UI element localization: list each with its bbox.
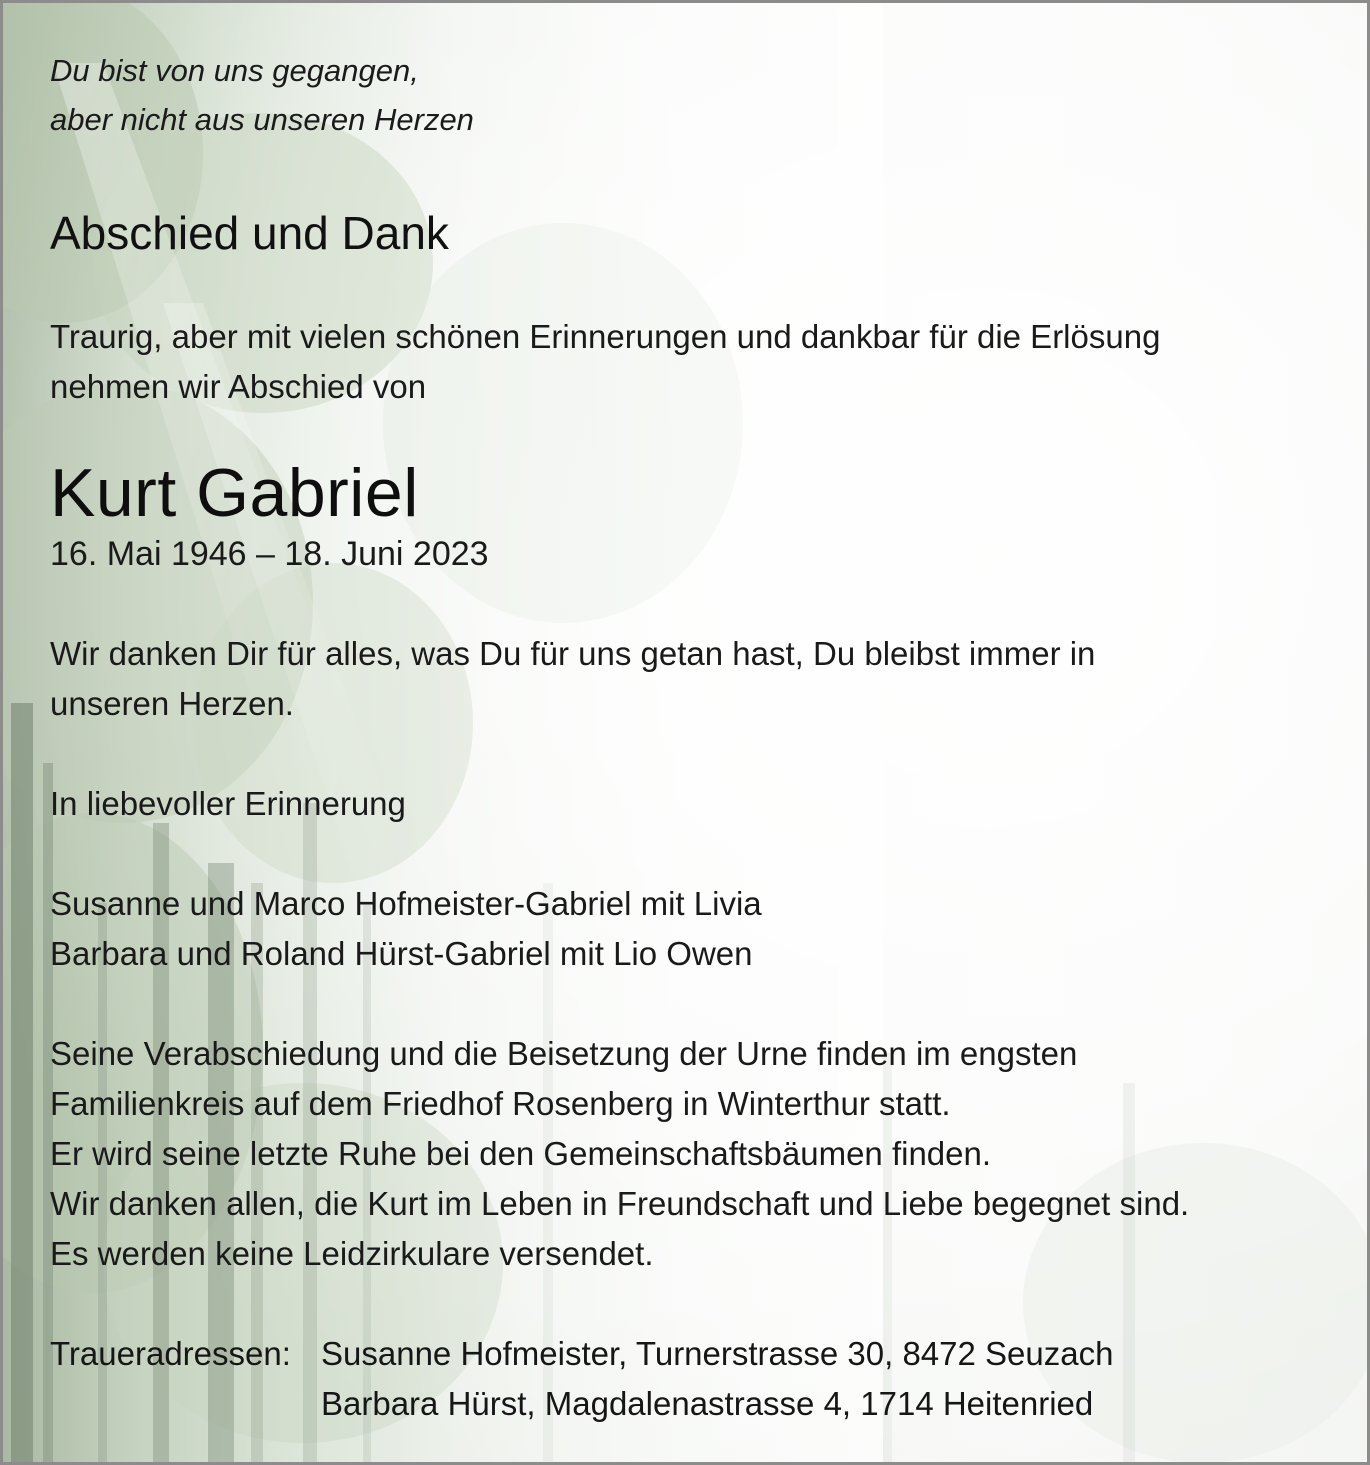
addresses-label: Traueradressen: [50,1335,291,1372]
family-member-line: Susanne und Marco Hofmeister-Gabriel mit Livia [50,885,762,922]
intro-line: Traurig, aber mit vielen schönen Erinnerungen und dankbar für die Erlösung [50,318,1161,355]
ceremony-line: Seine Verabschiedung und die Beisetzung der Urne finden im engsten [50,1035,1078,1072]
family-member-line: Barbara und Roland Hürst-Gabriel mit Lio Owen [50,935,753,972]
life-dates: 16. Mai 1946 – 18. Juni 2023 [50,535,489,573]
ceremony-line: Es werden keine Leidzirkulare versendet. [50,1235,654,1272]
address-entry: Barbara Hürst, Magdalenastrasse 4, 1714 Heitenried [321,1385,1094,1422]
remembrance-text: In liebevoller Erinnerung [50,785,406,822]
ceremony-line: Wir danken allen, die Kurt im Leben in Freundschaft und Liebe begegnet sind. [50,1185,1190,1222]
motto-line: aber nicht aus unseren Herzen [50,102,474,137]
thanks-text [50,629,1095,729]
family-list [50,879,762,979]
intro-line: nehmen wir Abschied von [50,368,427,405]
motto [50,46,474,144]
heading: Abschied und Dank [50,207,449,259]
ceremony-line: Familienkreis auf dem Friedhof Rosenberg in Winterthur statt. [50,1085,951,1122]
motto-line: Du bist von uns gegangen, [50,53,419,88]
deceased-name: Kurt Gabriel [50,455,419,531]
ceremony-line: Er wird seine letzte Ruhe bei den Gemeinschaftsbäumen finden. [50,1135,992,1172]
thanks-line: Wir danken Dir für alles, was Du für uns getan hast, Du bleibst immer in [50,635,1096,672]
intro-text [50,312,1160,412]
thanks-line: unseren Herzen. [50,685,294,722]
address-entry: Susanne Hofmeister, Turnerstrasse 30, 8472 Seuzach [321,1335,1114,1372]
ceremony-text [50,1029,1189,1279]
